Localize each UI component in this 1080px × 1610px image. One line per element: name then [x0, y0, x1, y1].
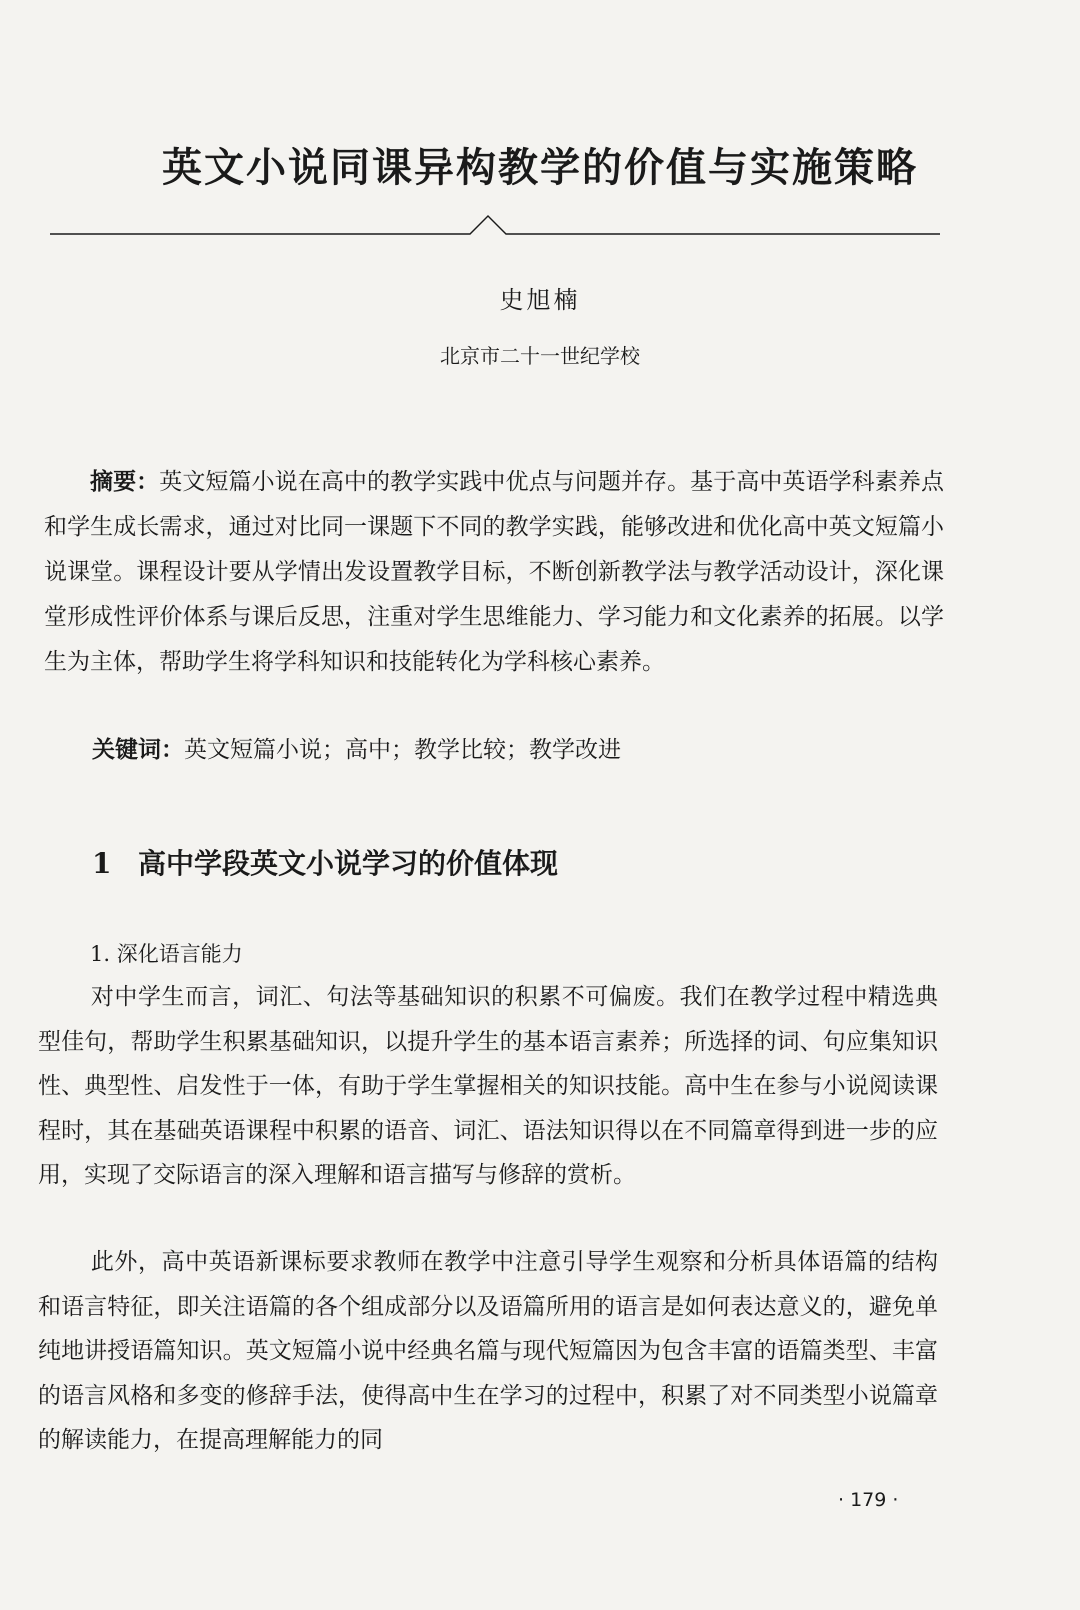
author-affiliation: 北京市二十一世纪学校 — [440, 344, 640, 368]
keywords — [92, 730, 942, 770]
title-divider — [50, 212, 940, 242]
abstract — [44, 460, 944, 685]
abstract-text: 英文短篇小说在高中的教学实践中优点与问题并存。基于高中英语学科素养点和学生成长需求，通过对比同一课题下不同的教学实践，能够改进和优化高中英文短篇小说课堂。课程设计要从学情出发设置教学目标，不断创新教学法与教学活动设计，深化课堂形成性评价体系与课后反思，注重对学生思维能力、学习能力和文化素养的拓展。以学生为主体，帮助学生将学科知识和技能转化为学科核心素养。 — [44, 469, 944, 675]
author-name: 史旭楠 — [499, 286, 581, 314]
page-number: · 179 · — [838, 1489, 899, 1511]
abstract-label: 摘要： — [90, 469, 160, 495]
section-title: 高中学段英文小说学习的价值体现 — [138, 847, 559, 880]
body-paragraph: 对中学生而言，词汇、句法等基础知识的积累不可偏废。我们在教学过程中精选典型佳句，帮助学生积累基础知识，以提升学生的基本语言素养；所选择的词、句应集知识性、典型性、启发性于一体，有助于学生掌握相关的知识技能。高中生在参与小说阅读课程时，其在基础英语课程中积累的语音、词汇、语法知识得以在不同篇章得到进一步的应用，实现了交际语言的深入理解和语言描写与修辞的赏析。 — [38, 984, 938, 1188]
article-title: 英文小说同课异构教学的价值与实施策略 — [162, 144, 918, 191]
keywords-text: 英文短篇小说；高中；教学比较；教学改进 — [184, 737, 621, 763]
keywords-label: 关键词： — [92, 737, 184, 763]
subsection-heading: 1. 深化语言能力 — [90, 942, 243, 966]
body-paragraph: 此外，高中英语新课标要求教师在教学中注意引导学生观察和分析具体语篇的结构和语言特征，即关注语篇的各个组成部分以及语篇所用的语言是如何表达意义的，避免单纯地讲授语篇知识。英文短篇小说中经典名篇与现代短篇因为包含丰富的语篇类型、丰富的语言风格和多变的修辞手法，使得高中生在学习的过程中，积累了对不同类型小说篇章的解读能力，在提高理解能力的同 — [38, 1249, 938, 1453]
section-number: 1 — [92, 847, 112, 880]
section-heading — [92, 842, 942, 882]
